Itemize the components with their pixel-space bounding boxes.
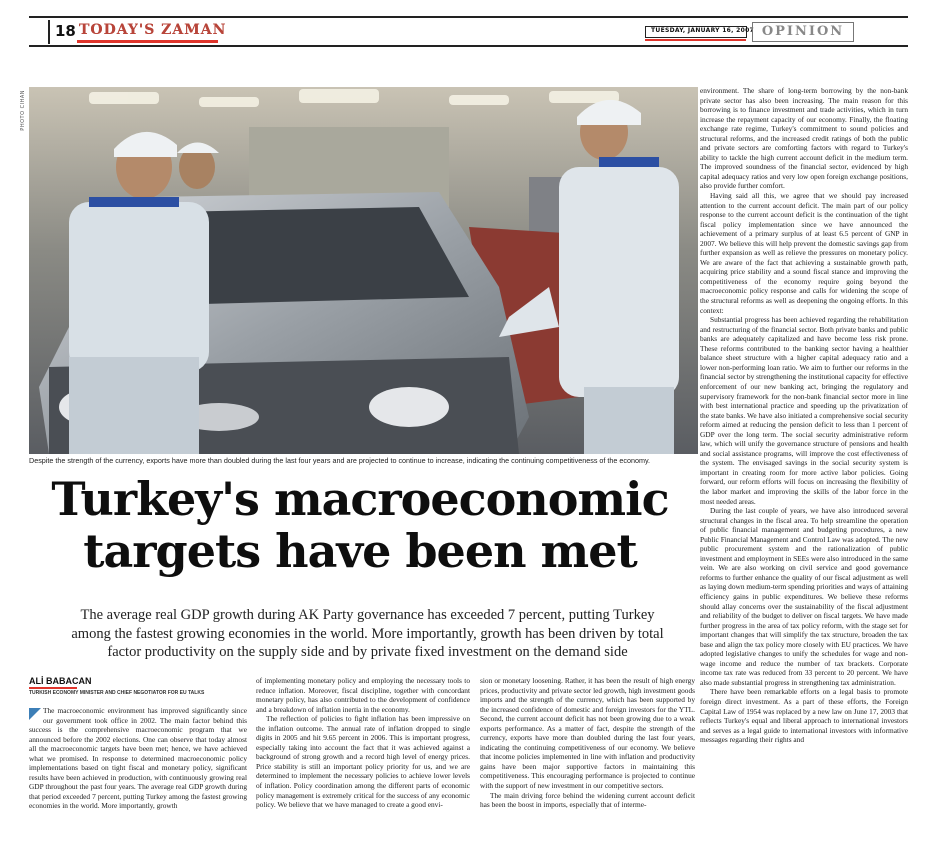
author-title: TURKISH ECONOMY MINISTER AND CHIEF NEGOTIATOR FOR EU TALKS — [29, 690, 205, 696]
page-number: 18 — [55, 22, 76, 40]
headline-line-2: targets have been met — [83, 524, 637, 578]
author-underline — [29, 687, 77, 689]
column-4-paragraph-5: There have been remarkable efforts on a legal basis to promote foreign direct investment. As a part of these efforts, the Foreign Capital Law of 1954 was replaced by a new law on June 17, 2003 that reflects Turkey's equal and liberal approach to international investors and serves as a legal guide to international investors with informative messages regarding their rights and — [700, 687, 908, 745]
photo-caption: Despite the strength of the currency, exports have more than doubled during the last four years and are projected to continue to increase, indicating the continuing competitiveness of the economy. — [29, 456, 651, 465]
article-column-4 — [700, 86, 908, 847]
column-4-paragraph-4: During the last couple of years, we have also introduced several structural changes in the fiscal area. To help streamline the operation of public financial management and budgeting procedures, a new Public Financial Management and Control Law was adopted. The new public procurement system and the rationalization of public investment and employment in SEEs were also introduced in the same vein. We are also working on civil service and good governance reforms to further enhance the quality of our fiscal adjustment as well as laying down medium-term spending priorities and ways of attaining efficiency gains in public expenditures. We believe these reforms should allay concerns over the sustainability of the fiscal adjustment and reliability of the budget to deliver on fiscal targets. We have made further progress in the area of tax policy reform, with the stage set for important changes that will simplify the tax structure, broaden the tax base and align the tax policy more closely with EU practices. We have adopted legislative changes to unify the schedules for wage and non-wage income and reduce the number of tax brackets. Corporate income tax rate was reduced from 33 percent to 20 percent. We have also made substantial progress in strengthening tax administration. — [700, 506, 908, 687]
article-column-1 — [29, 706, 247, 847]
author-name[interactable]: ALİ BABACAN — [29, 676, 92, 686]
column-4-paragraph-2: Having said all this, we agree that we should pay increased attention to the current account deficit. The main part of our policy response to the current account deficit is the continuation of the tight fiscal policy implementation since we have announced the achievement of a primary surplus of at least 6.5 percent of GNP in 2007. We believe this will help prevent the domestic savings gap from further expansion as well as relieve the pressures on monetary policy. We are aware of the fact that achieving a sustainable growth path, acquiring price stability and a sound fiscal stance and improving the competitiveness of the economy require going beyond the macroeconomic policy response and calls for widening the scope of the structural reforms as well as deepening the ongoing efforts. In this context: — [700, 191, 908, 315]
column-3-paragraph-2: The main driving force behind the widening current account deficit has been the boost in imports, especially that of interme- — [480, 790, 695, 810]
headline — [30, 473, 690, 577]
article-photo — [29, 87, 698, 454]
article-column-3 — [480, 676, 695, 847]
article-column-2 — [256, 676, 470, 847]
issue-date: TUESDAY, JANUARY 16, 2007 — [651, 27, 755, 34]
column-4-paragraph-1: environment. The share of long-term borrowing by the non-bank private sector has also been increasing. The main reason for this borrowing is to finance investment and trade activities, which in turn increase the repayment capacity of our economy. Finally, the floating exchange rate regime, Turkey's commitment to sound policies and structural reforms, and the increased credit ratings of both the public and private sectors are comforting factors with regard to Turkey's ability to tackle the high current account deficit in the medium term. The improved soundness of the financial sector, evidenced by high capital adequacy ratios and very low open foreign exchange positions, also provide further comfort. — [700, 86, 908, 191]
newspaper-name[interactable]: TODAY'S ZAMAN — [79, 22, 227, 38]
paragraph-marker-icon — [29, 708, 41, 720]
column-2-paragraph-2: The reflection of policies to fight inflation has been impressive on the inflation outcome. The annual rate of inflation dropped to single digits in 2005 and hit 9.65 percent in 2006. This is important progress, especially taking into account the fact that it was achieved against a background of strong growth and a record high level of energy prices. Price stability is still an important policy priority for us, and we are determined to implement the necessary policies to achieve lower levels of inflation. Policy coordination among the different parts of economic policy management is extremely critical for the success of any economic policy. We believe that we have managed to create a good envi- — [256, 714, 470, 810]
photo-credit: PHOTO CIHAN — [20, 90, 26, 131]
column-3-paragraph-1: sion or monetary loosening. Rather, it has been the result of high energy prices, productivity and private sector led growth, high investment goods imports and the strength of the currency, which has been supported by the increased confidence of domestic and foreign investors for the YTL. Second, the current account deficit has not been growing due to a weak exports performance. As a matter of fact, despite the strength of the currency, exports have more than doubled during the last four years, indicating the continuing competitiveness of our economy. We believe that income policies implemented in line with inflation and productivity gains have been major supportive factors in maintaining this competitiveness. This encouraging performance is projected to continue with the support of new investment in our competitive sectors. — [480, 676, 695, 791]
column-1-text: The macroeconomic environment has improved significantly since our government took office in 2002. The main factor behind this success is the comprehensive macroeconomic program that we announced before the 2002 elections. One can observe that today almost all the macroeconomic targets have been met; hence, we have achieved what we promised. In response to determined macroeconomic policy implementations based on tight fiscal and monetary policy, significant results have been achieved in production, with continuously growing real GDP throughout the past four years. The average real GDP growth during that period exceeded 7 percent, putting Turkey among the fastest growing economies in the world. More importantly, growth — [29, 706, 247, 811]
section-label[interactable]: OPINION — [752, 22, 854, 42]
car-factory-photo-icon — [29, 87, 698, 454]
column-4-paragraph-3: Substantial progress has been achieved regarding the rehabilitation and restructuring of the financial sector. Both private banks and public banks are adequately capitalized and have become less risk prone. These reforms contributed to the banking sector having a healthier balance sheet structure with a higher capital adequacy ratio and a lower non-performing loan ratio. We aim to further our reforms in the financial sector by strengthening the institutional capacity for effective enforcement of our new banking act, bringing the regulatory and supervisory framework for the non-bank financial sector more in line with best international practice and speeding up the privatization of the state banks. We have also initiated a comprehensive social security reform aimed at reducing the pension deficit to less than 1 percent of GDP over the long term. The social security administrative reform law, which will unify the governance structure of pensions and health and social assistance programs, will improve the cost effectiveness of the system. The envisaged savings in the social security system is important in creating room for more active labor policies. Going forward, our reform efforts will focus on increasing the flexibility of the labor market and improving the skills of the labor force in the most needed areas. — [700, 315, 908, 506]
article-deck: The average real GDP growth during AK Party governance has exceeded 7 percent, putting Turkey among the fastest growing economies in the world. More importantly, growth has been driven by total factor productivity on the supply side and by private fixed investment on the demand side — [71, 607, 664, 660]
masthead-bottom-rule — [29, 45, 908, 47]
headline-line-1: Turkey's macroeconomic — [51, 472, 669, 526]
masthead-top-rule — [29, 16, 908, 18]
date-underline — [645, 39, 746, 41]
newspaper-underline — [77, 40, 218, 43]
column-2-paragraph-1: of implementing monetary policy and employing the necessary tools to reduce inflation. Moreover, fiscal discipline, together with concordant monetary policy, has also contributed to the development of confidence and a breakdown of inflation inertia in the economy. — [256, 676, 470, 714]
